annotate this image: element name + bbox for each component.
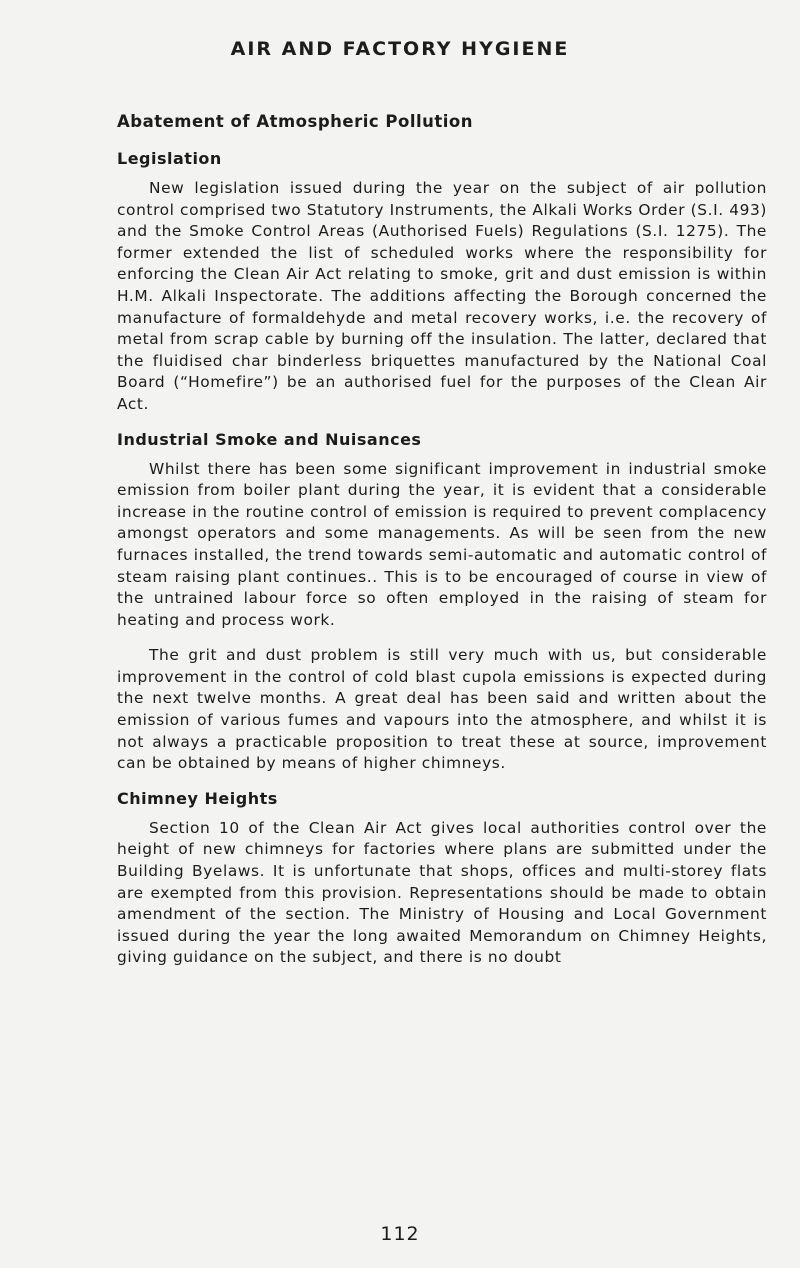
heading-industrial-smoke: Industrial Smoke and Nuisances: [117, 429, 422, 449]
paragraph-chimney-heights: Section 10 of the Clean Air Act gives local authorities control over the height of new chimneys for factories where plans are submitted under the Building Byelaws. It is unfortunate that shops, offices and multi-storey flats are exempted from this provision. Representations should be made to obtain amendment of the section. The Ministry of Housing and Local Government issued during the year the long awaited Memorandum on Chimney Heights, giving guidance on the subject, and there is no doubt: [117, 818, 767, 967]
section-title: Abatement of Atmospheric Pollution: [117, 112, 473, 131]
heading-chimney-heights: Chimney Heights: [117, 788, 278, 808]
paragraph-industrial-smoke-1: Whilst there has been some significant improvement in industrial smoke emission from boiler plant during the year, it is evident that a considerable increase in the routine control of emission is required to prevent complacency amongst operators and some managements. As will be seen from the new furnaces installed, the trend towards semi-automatic and automatic control of steam raising plant continues.. This is to be encouraged of course in view of the untrained labour force so often employed in the raising of steam for heating and process work.: [117, 459, 767, 629]
paragraph-industrial-smoke-2: The grit and dust problem is still very much with us, but considerable improvement in the control of cold blast cupola emissions is expected during the next twelve months. A great deal has been said and written about the emission of various fumes and vapours into the atmosphere, and whilst it is not always a practicable proposition to treat these at source, improvement can be obtained by means of higher chimneys.: [117, 646, 767, 773]
running-head: AIR AND FACTORY HYGIENE: [230, 38, 570, 60]
paragraph-legislation: New legislation issued during the year on the subject of air pollution control comprised two Statutory Instruments, the Alkali Works Order (S.I. 493) and the Smoke Control Areas (Authorised Fuels) Regulations (S.I. 1275). The former extended the list of scheduled works where the responsibility for enforcing the Clean Air Act relating to smoke, grit and dust emission is within H.M. Alkali Inspectorate. The additions affecting the Borough concerned the manufacture of formaldehyde and metal recovery works, i.e. the recovery of metal from scrap cable by burning off the insulation. The latter, declared that the fluidised char binderless briquettes manufactured by the National Coal Board (“Homefire”) be an authorised fuel for the purposes of the Clean Air Act.: [117, 179, 768, 413]
body-text: [117, 112, 767, 983]
page-number: 112: [380, 1223, 420, 1245]
heading-legislation: Legislation: [117, 149, 222, 168]
